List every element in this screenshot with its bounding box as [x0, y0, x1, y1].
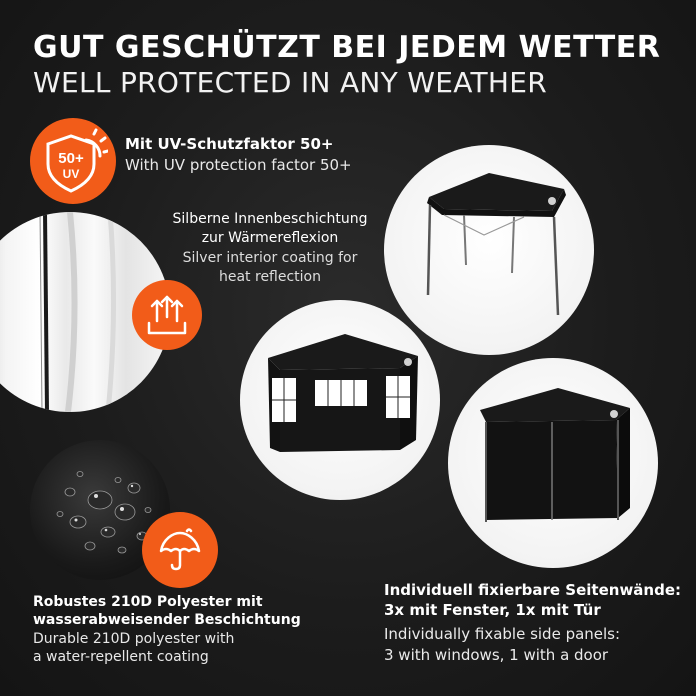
coating-text-english-2: heat reflection — [218, 269, 321, 285]
tent-windows-photo — [240, 300, 440, 500]
polyester-text-english-2: a water-repellent coating — [33, 649, 209, 665]
coating-text-english-1: Silver interior coating for — [182, 250, 358, 266]
gazebo-frame-illustration — [384, 145, 594, 355]
coating-text-block — [160, 210, 380, 287]
sun-shield-icon — [38, 126, 108, 196]
umbrella-icon — [157, 527, 203, 573]
uv-badge-label: UV — [62, 167, 80, 181]
tent-door-illustration — [448, 358, 658, 568]
headline-german: GUT GESCHÜTZT BEI JEDEM WETTER — [33, 30, 661, 65]
uv-text-german: Mit UV-Schutzfaktor 50+ — [125, 135, 334, 153]
uv-protection-badge — [30, 118, 116, 204]
coating-text-german-1: Silberne Innenbeschichtung — [172, 211, 368, 227]
polyester-text-german-1: Robustes 210D Polyester mit — [33, 594, 263, 610]
uv-text-english: With UV protection factor 50+ — [125, 156, 352, 174]
sidewalls-text-english-2: 3 with windows, 1 with a door — [384, 646, 609, 664]
sidewalls-text-english-1: Individually fixable side panels: — [384, 625, 621, 643]
uv-badge-value: 50+ — [58, 150, 84, 167]
heat-reflection-badge — [132, 280, 202, 350]
umbrella-badge — [142, 512, 218, 588]
tent-canopy-photo — [384, 145, 594, 355]
headline-english: WELL PROTECTED IN ANY WEATHER — [33, 66, 548, 99]
sidewalls-text-german-1: Individuell fixierbare Seitenwände: — [384, 581, 682, 599]
tent-windows-illustration — [240, 300, 440, 500]
polyester-text-german-2: wasserabweisender Beschichtung — [33, 612, 301, 628]
heat-reflection-icon — [145, 293, 189, 337]
sidewalls-text-german-2: 3x mit Fenster, 1x mit Tür — [384, 601, 601, 619]
tent-door-photo — [448, 358, 658, 568]
coating-text-german-2: zur Wärmereflexion — [201, 230, 339, 246]
polyester-text-english-1: Durable 210D polyester with — [33, 631, 235, 647]
